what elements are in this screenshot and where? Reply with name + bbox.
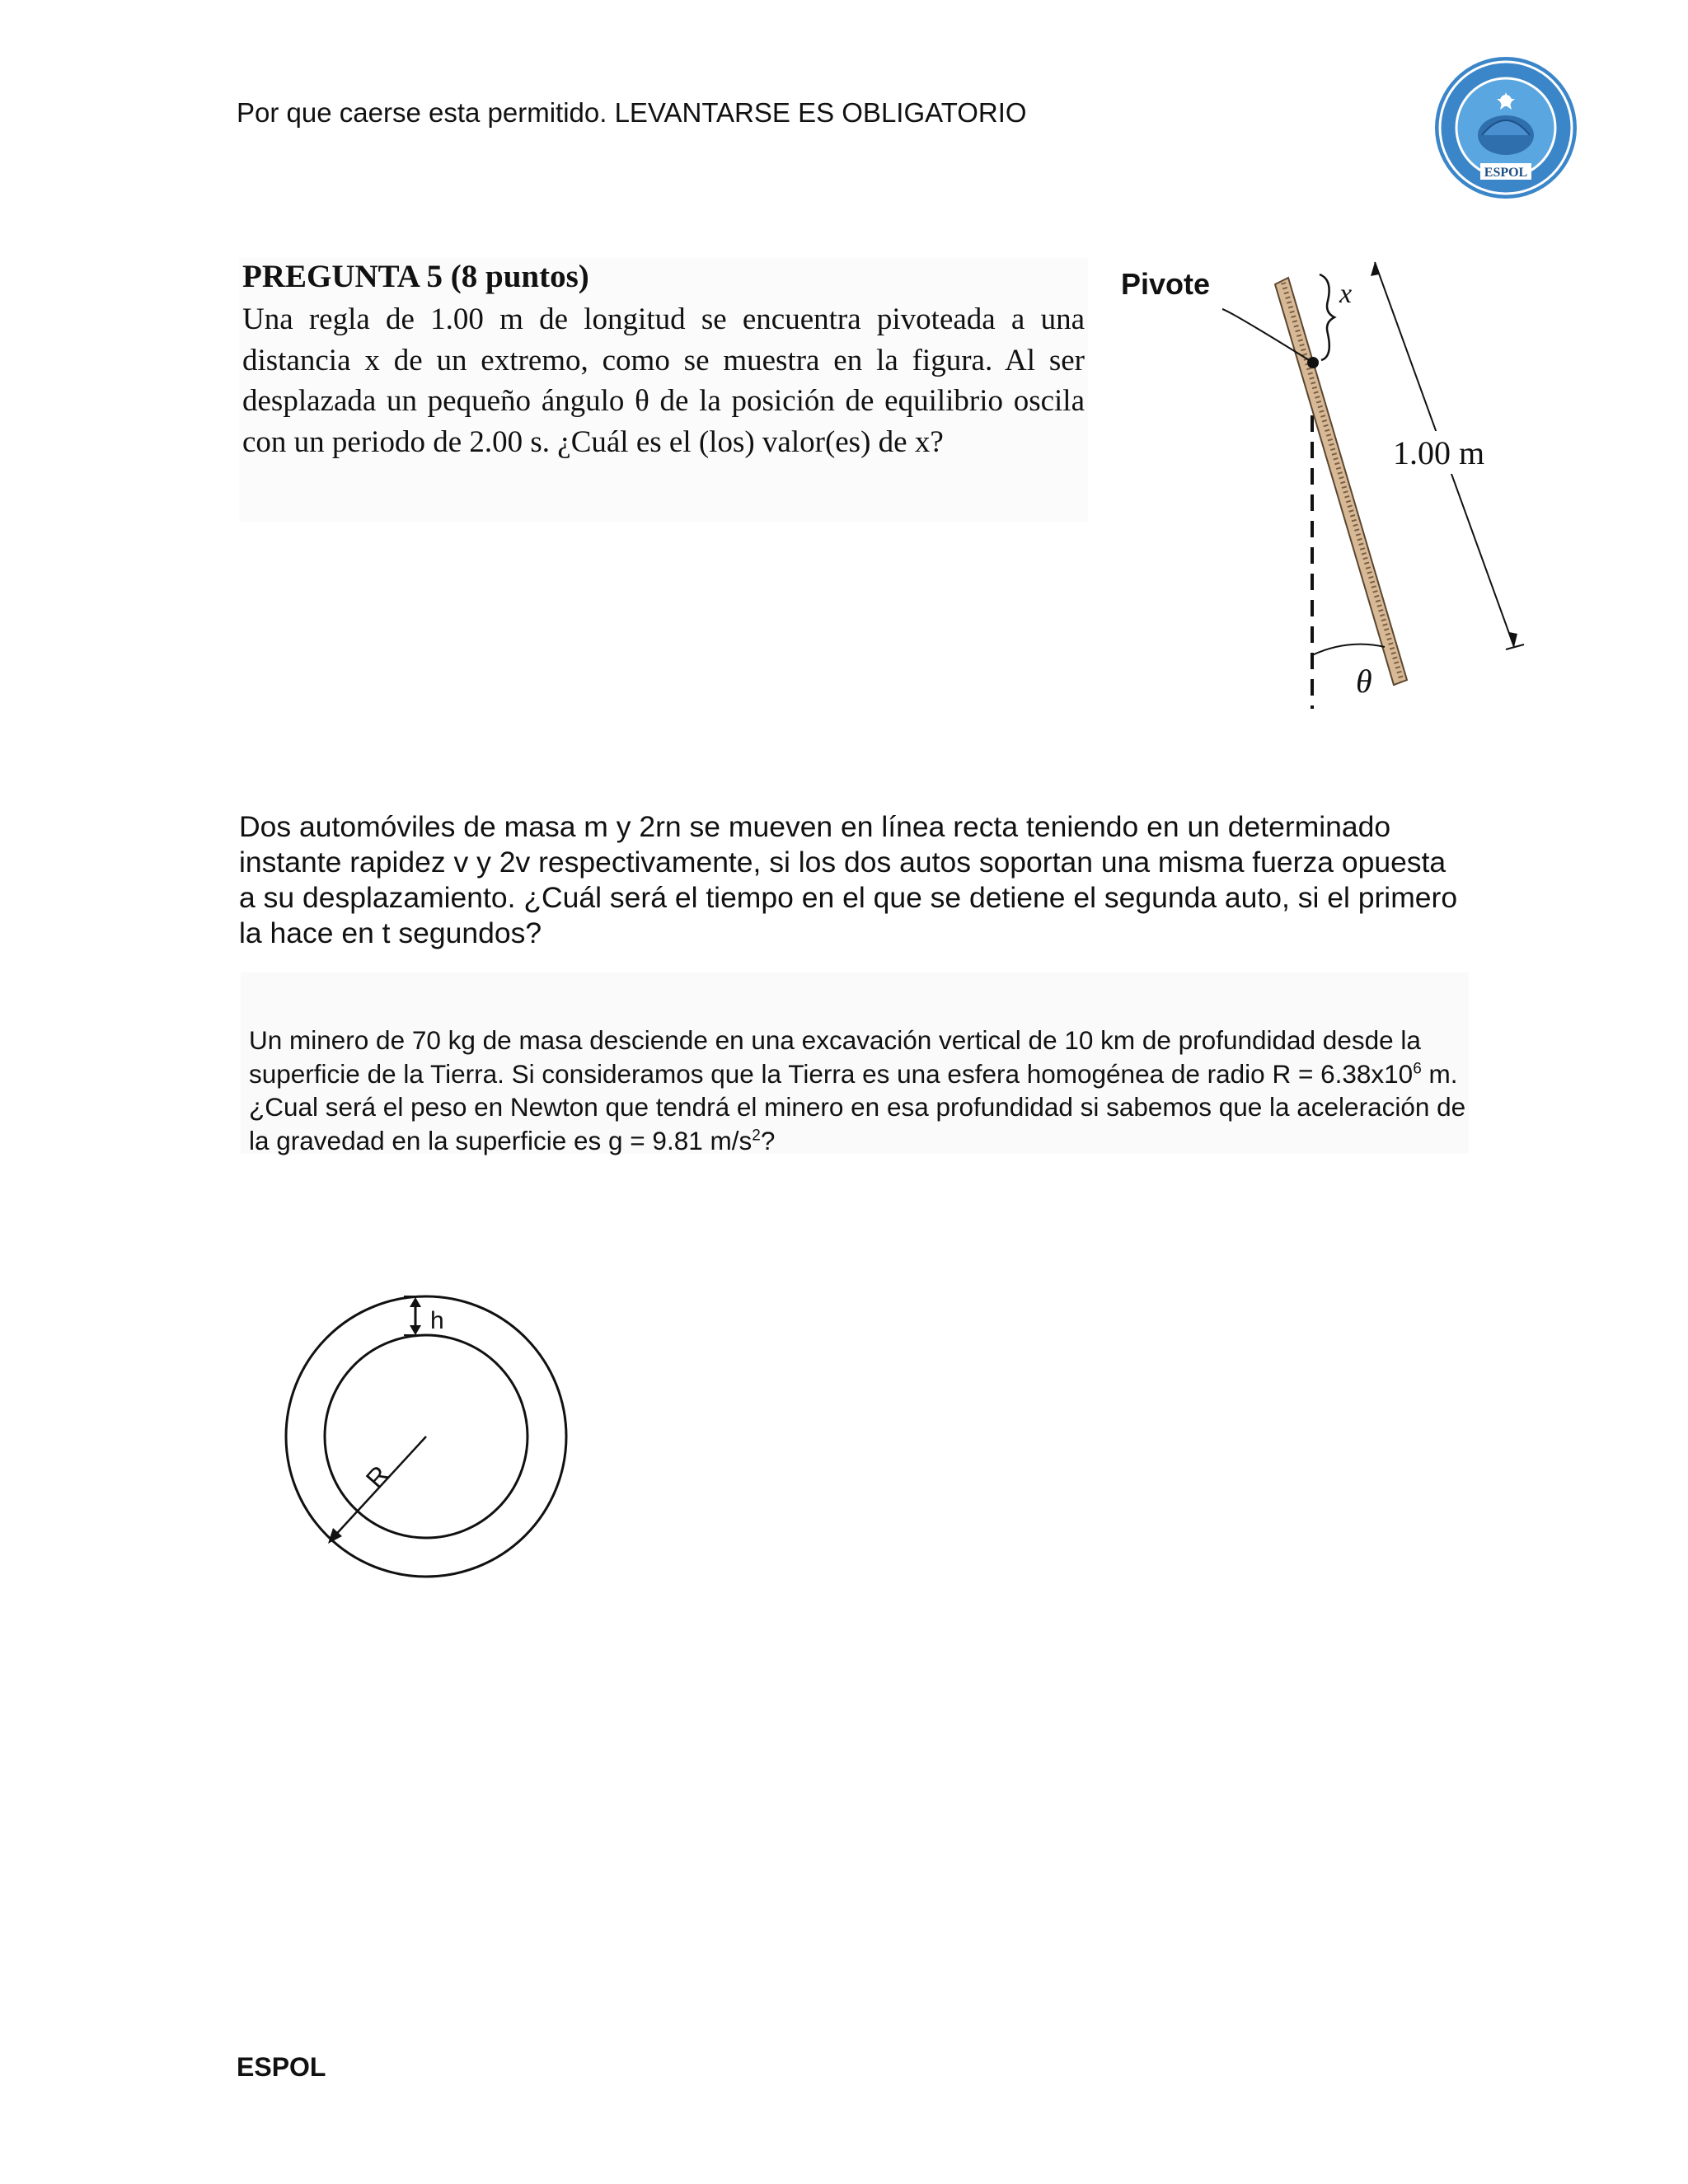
miner-text-part2: m. ¿Cual será el peso en Newton que tendrá el minero en esa profundidad si sabemos que la aceleración de la gravedad en la superficie es g = 9.81 m/s — [249, 1058, 1466, 1155]
question-miner — [249, 1024, 1469, 1157]
question-cars: Dos automóviles de masa m y 2rn se mueven en línea recta teniendo en un determinado instante rapidez v y 2v respectivamente, si los dos autos soportan una misma fuerza opuesta a su desplazamiento. ¿Cuál será el tiempo en el que se detiene el segunda auto, si el primero la hace en t segundos? — [239, 810, 1458, 949]
question-5-title: PREGUNTA 5 (8 puntos) — [242, 259, 589, 294]
question-5-block — [239, 258, 1088, 522]
question-5-body: Una regla de 1.00 m de longitud se encuentra pivoteada a una distancia x de un extremo, como se muestra en la figura. Al ser desplazada un pequeño ángulo θ de la posición de equilibrio oscila con un periodo de 2.00 s. ¿Cuál es el (los) valor(es) de x? — [242, 302, 1085, 459]
page-header: Por que caerse esta permitido. LEVANTARSE ES OBLIGATORIO — [237, 97, 1027, 128]
pivot-label: Pivote — [1121, 267, 1211, 301]
depth-label: h — [430, 1307, 444, 1334]
ruler — [1275, 278, 1407, 685]
x-label: x — [1339, 279, 1353, 309]
theta-label: θ — [1356, 663, 1372, 700]
length-label: 1.00 m — [1393, 434, 1485, 471]
depth-marker — [404, 1296, 427, 1335]
miner-text-part3: ? — [760, 1125, 776, 1155]
page-footer: ESPOL — [237, 2052, 326, 2082]
radius-label: R — [359, 1460, 395, 1494]
question-miner-block — [241, 972, 1469, 1154]
pendulum-figure — [1100, 251, 1529, 713]
theta-arc — [1312, 644, 1385, 655]
espol-logo — [1432, 54, 1579, 201]
x-brace — [1320, 274, 1334, 360]
miner-text-part1: Un minero de 70 kg de masa desciende en una excavación vertical de 10 km de profundidad desde la superficie de la Tierra. Si consideramos que la Tierra es una esfera homogénea de radio R = 6.38x10 — [249, 1025, 1421, 1089]
earth-figure — [272, 1273, 585, 1603]
svg-text:ESPOL: ESPOL — [1484, 166, 1528, 180]
miner-exponent-1: 6 — [1413, 1060, 1422, 1077]
miner-exponent-2: 2 — [752, 1127, 761, 1144]
